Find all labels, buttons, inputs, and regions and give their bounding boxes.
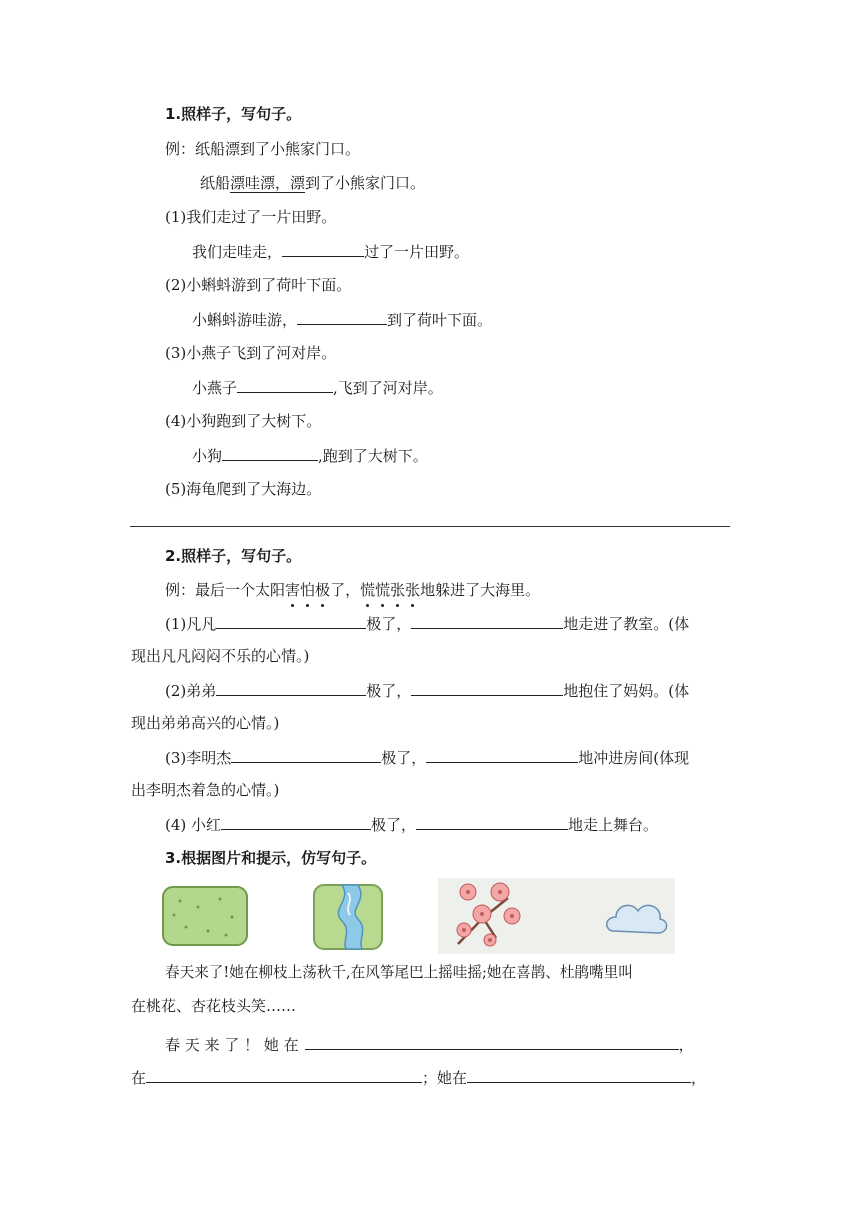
question-2-3-continued: 出李明杰着急的心情。) (131, 781, 280, 799)
answer-line-1-3 (192, 376, 443, 399)
answer-1-4-pre: 小狗 (192, 447, 223, 465)
blank-2-4-a[interactable] (221, 813, 371, 830)
blank-2-3-b[interactable] (426, 746, 578, 763)
blank-3-3[interactable] (467, 1066, 691, 1083)
q2-3-pre: (3)李明杰 (165, 749, 232, 767)
question-2-1 (165, 612, 689, 635)
q2-4-mid: 极了， (371, 816, 417, 834)
blank-1-4[interactable] (222, 444, 318, 461)
blank-3-2[interactable] (146, 1066, 422, 1083)
example-sentence: 例：纸船漂到了小熊家门口。 (165, 140, 361, 158)
blank-1-3[interactable] (237, 376, 333, 393)
blank-2-4-b[interactable] (416, 813, 568, 830)
blank-1-1[interactable] (282, 240, 364, 257)
q2-1-pre: (1)凡凡 (165, 615, 217, 633)
q2-1-post: 地走进了教室。(体 (563, 615, 690, 633)
answer-1-2-pre: 小蝌蚪游哇游， (192, 311, 298, 329)
writing-1-pre: 春 天 来 了 ！ 她 在 (165, 1036, 299, 1054)
passage-line-2: 在桃花、杏花枝头笑…… (131, 997, 297, 1015)
writing-line-2 (131, 1066, 706, 1089)
q2-4-pre: (4) 小红 (165, 816, 222, 834)
writing-line-1 (165, 1033, 694, 1056)
question-2-1-continued: 现出凡凡闷闷不乐的心情。) (131, 647, 310, 665)
blank-2-1-b[interactable] (411, 612, 563, 629)
answer-1-2-post: 到了荷叶下面。 (387, 311, 493, 329)
blank-2-3-a[interactable] (231, 746, 381, 763)
answer-line-1-1 (192, 240, 469, 263)
example-2-post: 地躲进了大海里。 (420, 581, 541, 599)
question-1-3: (3)小燕子飞到了河对岸。 (165, 344, 337, 362)
answer-1-1-pre: 我们走哇走， (192, 243, 283, 261)
section-3-title: 3.根据图片和提示，仿写句子。 (165, 849, 377, 867)
section-divider (130, 526, 730, 527)
cloud-picture-icon (602, 893, 670, 937)
dotted-char: 慌 (375, 581, 391, 599)
blank-2-1-a[interactable] (216, 612, 366, 629)
river-picture-icon (312, 883, 384, 951)
answer-1-3-post: ,飞到了河对岸。 (333, 379, 443, 397)
example-answer-post: 到了小熊家门口。 (305, 174, 426, 192)
q2-3-post: 地冲进房间(体现 (578, 749, 690, 767)
dotted-char: 张 (390, 581, 406, 599)
grass-picture-icon (160, 883, 250, 948)
answer-line-1-4 (192, 444, 428, 467)
dotted-char: 怕 (300, 581, 316, 599)
example-answer-underlined: 漂哇漂，漂 (230, 174, 306, 192)
q2-4-post: 地走上舞台。 (568, 816, 659, 834)
answer-line-1-2 (192, 308, 492, 331)
blank-1-2[interactable] (297, 308, 387, 325)
question-2-3 (165, 746, 689, 769)
section-1-title: 1.照样子，写句子。 (165, 105, 302, 123)
writing-2-post: ， (691, 1069, 707, 1087)
question-1-4: (4)小狗跑到了大树下。 (165, 412, 322, 430)
q2-1-mid: 极了， (366, 615, 412, 633)
example-2-pre: 例：最后一个太阳 (165, 581, 286, 599)
dotted-char: 害 (285, 581, 301, 599)
example-2-mid: 了， (330, 581, 361, 599)
passage-line-1: 春天来了!她在柳枝上荡秋千,在风筝尾巴上摇哇摇;她在喜鹊、杜鹃嘴里叫 (165, 964, 633, 981)
question-2-2 (165, 679, 689, 702)
section-2-title: 2.照样子，写句子。 (165, 547, 302, 565)
writing-2-pre: 在 (131, 1069, 147, 1087)
q2-2-mid: 极了， (366, 682, 412, 700)
blank-2-2-a[interactable] (216, 679, 366, 696)
writing-1-post: ， (678, 1036, 694, 1054)
answer-1-4-post: ,跑到了大树下。 (318, 447, 428, 465)
answer-1-3-pre: 小燕子 (192, 379, 238, 397)
blank-3-1[interactable] (305, 1033, 679, 1050)
question-1-5: (5)海龟爬到了大海边。 (165, 480, 322, 498)
section-2-example (165, 579, 540, 601)
q2-2-post: 地抱住了妈妈。(体 (563, 682, 690, 700)
q2-2-pre: (2)弟弟 (165, 682, 217, 700)
question-1-2: (2)小蝌蚪游到了荷叶下面。 (165, 276, 352, 294)
example-answer (200, 172, 425, 194)
writing-2-mid: ；她在 (422, 1069, 468, 1087)
dotted-char: 极 (315, 581, 331, 599)
example-answer-pre: 纸船 (200, 174, 231, 192)
dotted-char: 慌 (360, 581, 376, 599)
question-2-2-continued: 现出弟弟高兴的心情。) (131, 714, 280, 732)
dotted-char: 张 (405, 581, 421, 599)
question-2-4 (165, 813, 658, 836)
question-1-1: (1)我们走过了一片田野。 (165, 208, 337, 226)
q2-3-mid: 极了， (381, 749, 427, 767)
blank-2-2-b[interactable] (411, 679, 563, 696)
answer-1-1-post: 过了一片田野。 (364, 243, 470, 261)
